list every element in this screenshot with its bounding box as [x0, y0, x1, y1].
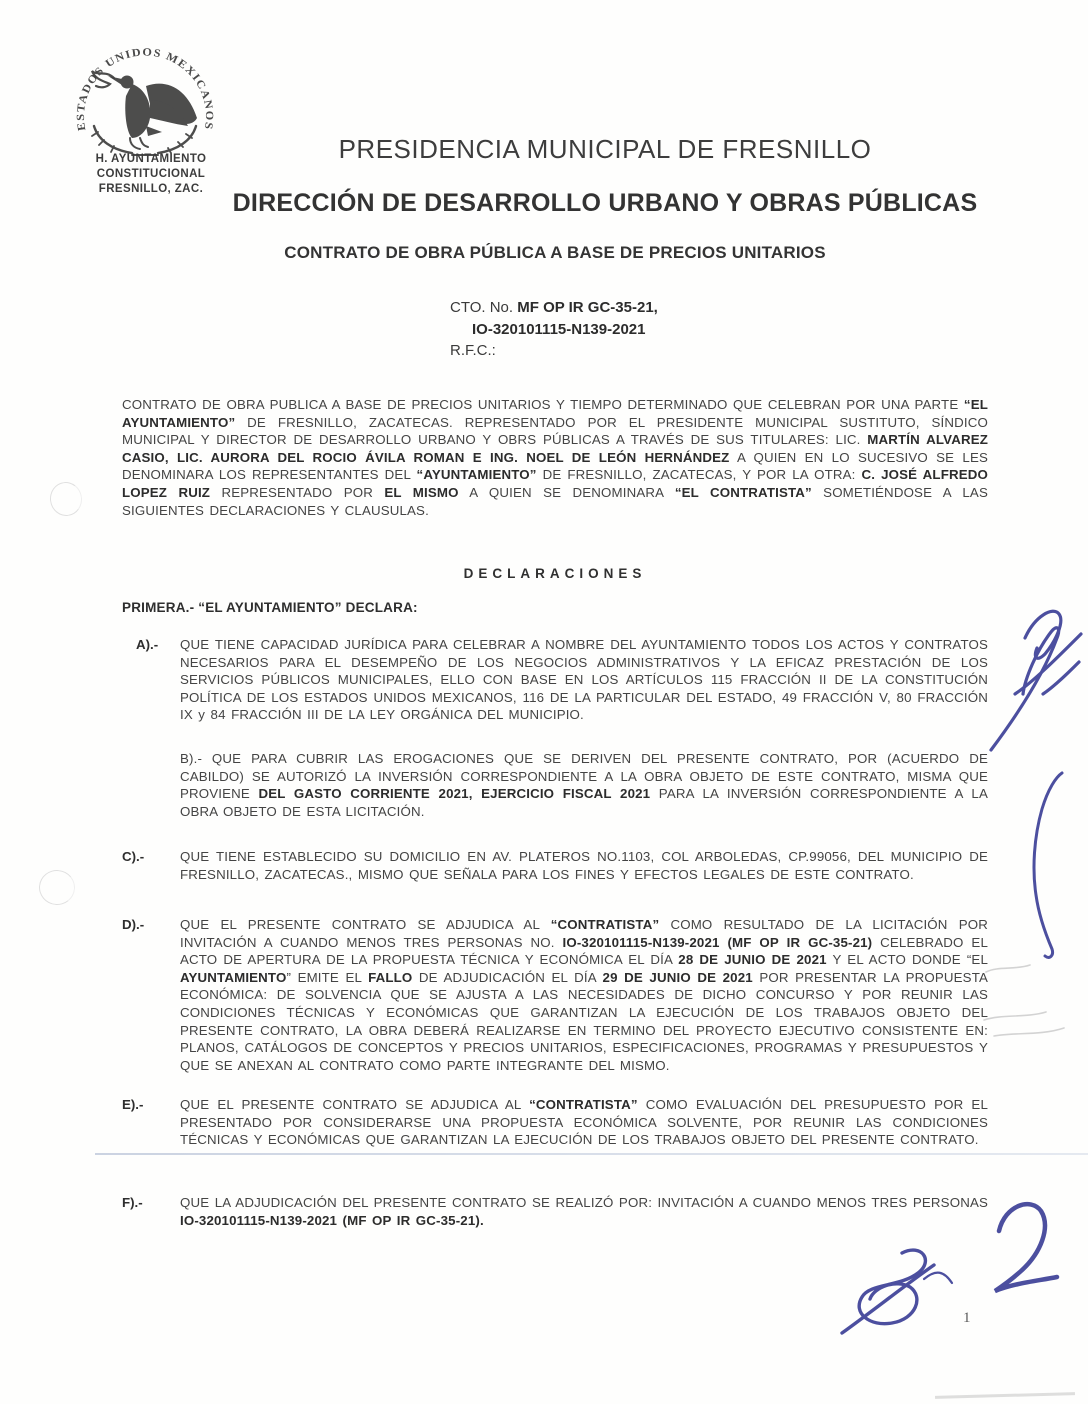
page-number: 1 [963, 1310, 971, 1326]
item-label: F).- [122, 1195, 143, 1210]
document-title-direction: DIRECCIÓN DE DESARROLLO URBANO Y OBRAS PÚBLICAS [232, 189, 978, 217]
scan-noise [935, 1392, 1075, 1399]
item-text: QUE TIENE ESTABLECIDO SU DOMICILIO EN AV. PLATEROS NO.1103, COL ARBOLEDAS, CP.99056, DEL MUNICIPIO DE FRESNILLO, ZACATECAS., MISMO QUE SEÑALA PARA LOS FINES Y EFECTOS LEGALES DE ESTE CONTRATO. [180, 849, 988, 882]
declaration-item-f [122, 1194, 988, 1229]
rfc-line: R.F.C.: [450, 342, 496, 359]
item-text: QUE EL PRESENTE CONTRATO SE ADJUDICA AL “CONTRATISTA” COMO RESULTADO DE LA LICITACIÓN POR INVITACIÓN A CUANDO MENOS TRES PERSONAS NO. IO-320101115-N139-2021 (MF OP IR GC-35-21) CELEBRADO EL ACTO DE APERTURA DE LA PROPUESTA TÉCNICA Y ECONÓMICA EL DÍA 28 DE JUNIO DE 2021 Y EL ACTO DONDE “EL AYUNTAMIENTO” EMITE EL FALLO DE ADJUDICACIÓN EL DÍA 29 DE JUNIO DE 2021 POR PRESENTAR LA PROPUESTA ECONÓMICA: DE SOLVENCIA QUE SE AJUSTA A LAS NECESIDADES DE DICHO CONCURSO Y POR REUNIR LAS CONDICIONES TÉCNICAS Y ECONÓMICAS QUE GARANTIZAN LA EJECUCIÓN DE LOS TRABAJOS OBJETO DEL PRESENTE CONTRATO, LA OBRA DEBERÁ REALIZARSE EN TERMINO DEL PROYECTO EJECUTIVO CONSISTENTE EN: PLANOS, CATÁLOGOS DE CONCEPTOS Y PRECIOS UNITARIOS, ESPECIFICACIONES, PROGRAMAS Y PRESUPUESTOS Y QUE SE ANEXAN AL CONTRATO COMO PARTE INTEGRANTE DEL MISMO. [180, 917, 989, 1073]
contract-number-line: CTO. No. MF OP IR GC-35-21, [450, 299, 658, 316]
declaration-item-a [122, 636, 988, 724]
tender-number-line: IO-320101115-N139-2021 [472, 320, 646, 338]
item-text: B).- QUE PARA CUBRIR LAS EROGACIONES QUE SE DERIVEN DEL PRESENTE CONTRATO, POR (ACUERDO DE CABILDO) SE AUTORIZÓ LA INVERSIÓN CORRESPONDIENTE A LA OBRA OBJETO DE ESTE CONTRATO, MISMA QUE PROVIENE DEL GASTO CORRIENTE 2021, EJERCICIO FISCAL 2021 PARA LA INVERSIÓN CORRESPONDIENTE A LA OBRA OBJETO DE ESTA LICITACIÓN. [180, 751, 988, 819]
pencil-smudge [980, 958, 1088, 1048]
item-label: E).- [122, 1097, 144, 1112]
punch-hole [48, 480, 84, 518]
eagle-icon [108, 76, 197, 139]
handwritten-number-2 [985, 1195, 1063, 1295]
handwritten-stroke-right [1012, 765, 1088, 965]
declaration-item-e [122, 1096, 988, 1149]
document-title-main: PRESIDENCIA MUNICIPAL DE FRESNILLO [338, 134, 872, 164]
intro-paragraph: CONTRATO DE OBRA PUBLICA A BASE DE PRECIOS UNITARIOS Y TIEMPO DETERMINADO QUE CELEBRAN POR UNA PARTE “EL AYUNTAMIENTO” DE FRESNILLO, ZACATECAS. REPRESENTADO POR EL PRESIDENTE MUNICIPAL SUSTITUTO, SÍNDICO MUNICIPAL Y DIRECTOR DE DESARROLLO URBANO Y OBRS PÚBLICAS A TRAVÉS DE SUS TITULARES: LIC. MARTÍN ALVAREZ CASIO, LIC. AURORA DEL ROCIO ÁVILA ROMAN E ING. NOEL DE LEÓN HERNÁNDEZ A QUIEN EN LO SUCESIVO SE LES DENOMINARA LOS REPRESENTANTES DEL “AYUNTAMIENTO” DE FRESNILLO, ZACATECAS, Y POR LA OTRA: C. JOSÉ ALFREDO LOPEZ RUIZ REPRESENTADO POR EL MISMO A QUIEN SE DENOMINARA “EL CONTRATISTA” SOMETIÉNDOSE A LAS SIGUIENTES DECLARACIONES Y CLAUSULAS. [122, 397, 989, 518]
declaration-item-b [122, 750, 988, 820]
item-text: QUE TIENE CAPACIDAD JURÍDICA PARA CELEBRAR A NOMBRE DEL AYUNTAMIENTO TODOS LOS ACTOS Y CONTRATOS NECESARIOS PARA EL DESEMPEÑO DE LOS NEGOCIOS ADMINISTRATIVOS Y LA EFICAZ PRESTACIÓN DE LOS SERVICIOS PÚBLICOS MUNICIPALES, ELLO CON BASE EN LOS ARTÍCULOS 115 FRACCIÓN II DE LA CONSTITUCIÓN POLÍTICA DE LOS ESTADOS UNIDOS MEXICANOS, 116 DE LA PARTICULAR DEL ESTADO, 49 FRACCIÓN V, 80 FRACCIÓN IX y 84 FRACCIÓN III DE LA LEY ORGÁNICA DEL MUNICIPIO. [180, 637, 988, 723]
handwritten-signature-top [985, 598, 1088, 758]
declarations-heading: DECLARACIONES [463, 566, 647, 581]
item-text: QUE EL PRESENTE CONTRATO SE ADJUDICA AL “CONTRATISTA” COMO EVALUACIÓN DEL PRESUPUESTO POR EL PRESENTADO POR CONSIDERARSE UNA PROPUESTA ECONÓMICA SOLVENTE, POR REUNIR LAS CONDICIONES TÉCNICAS Y ECONÓMICAS QUE GARANTIZAN LA EJECUCIÓN DE LOS TRABAJOS OBJETO DEL PRESENTE CONTRATO. [180, 1097, 988, 1148]
item-label: D).- [122, 917, 145, 932]
first-declaration-heading: PRIMERA.- “EL AYUNTAMIENTO” DECLARA: [122, 600, 418, 615]
document-title-contract-type: CONTRATO DE OBRA PÚBLICA A BASE DE PRECIOS UNITARIOS [284, 243, 826, 262]
contract-reference-block [450, 297, 658, 362]
item-label: C).- [122, 849, 145, 864]
org-line: FRESNILLO, ZAC. [98, 183, 204, 195]
item-label [122, 750, 180, 820]
mexican-coat-of-arms-icon [70, 34, 220, 162]
item-text: QUE LA ADJUDICACIÓN DEL PRESENTE CONTRATO SE REALIZÓ POR: INVITACIÓN A CUANDO MENOS TRES PERSONAS IO-320101115-N139-2021 (MF OP IR GC-35-21). [180, 1195, 988, 1228]
declaration-item-c [122, 848, 988, 883]
scan-line-artifact [95, 1153, 1088, 1155]
org-line: H. AYUNTAMIENTO [95, 153, 207, 165]
punch-hole [37, 868, 76, 907]
seal-arc-text: ESTADOS UNIDOS MEXICANOS [74, 46, 216, 132]
item-label: A).- [136, 637, 159, 652]
org-line: CONSTITUCIONAL [96, 168, 206, 180]
declaration-item-d [122, 916, 988, 1074]
handwritten-signature-bottom [830, 1235, 962, 1340]
